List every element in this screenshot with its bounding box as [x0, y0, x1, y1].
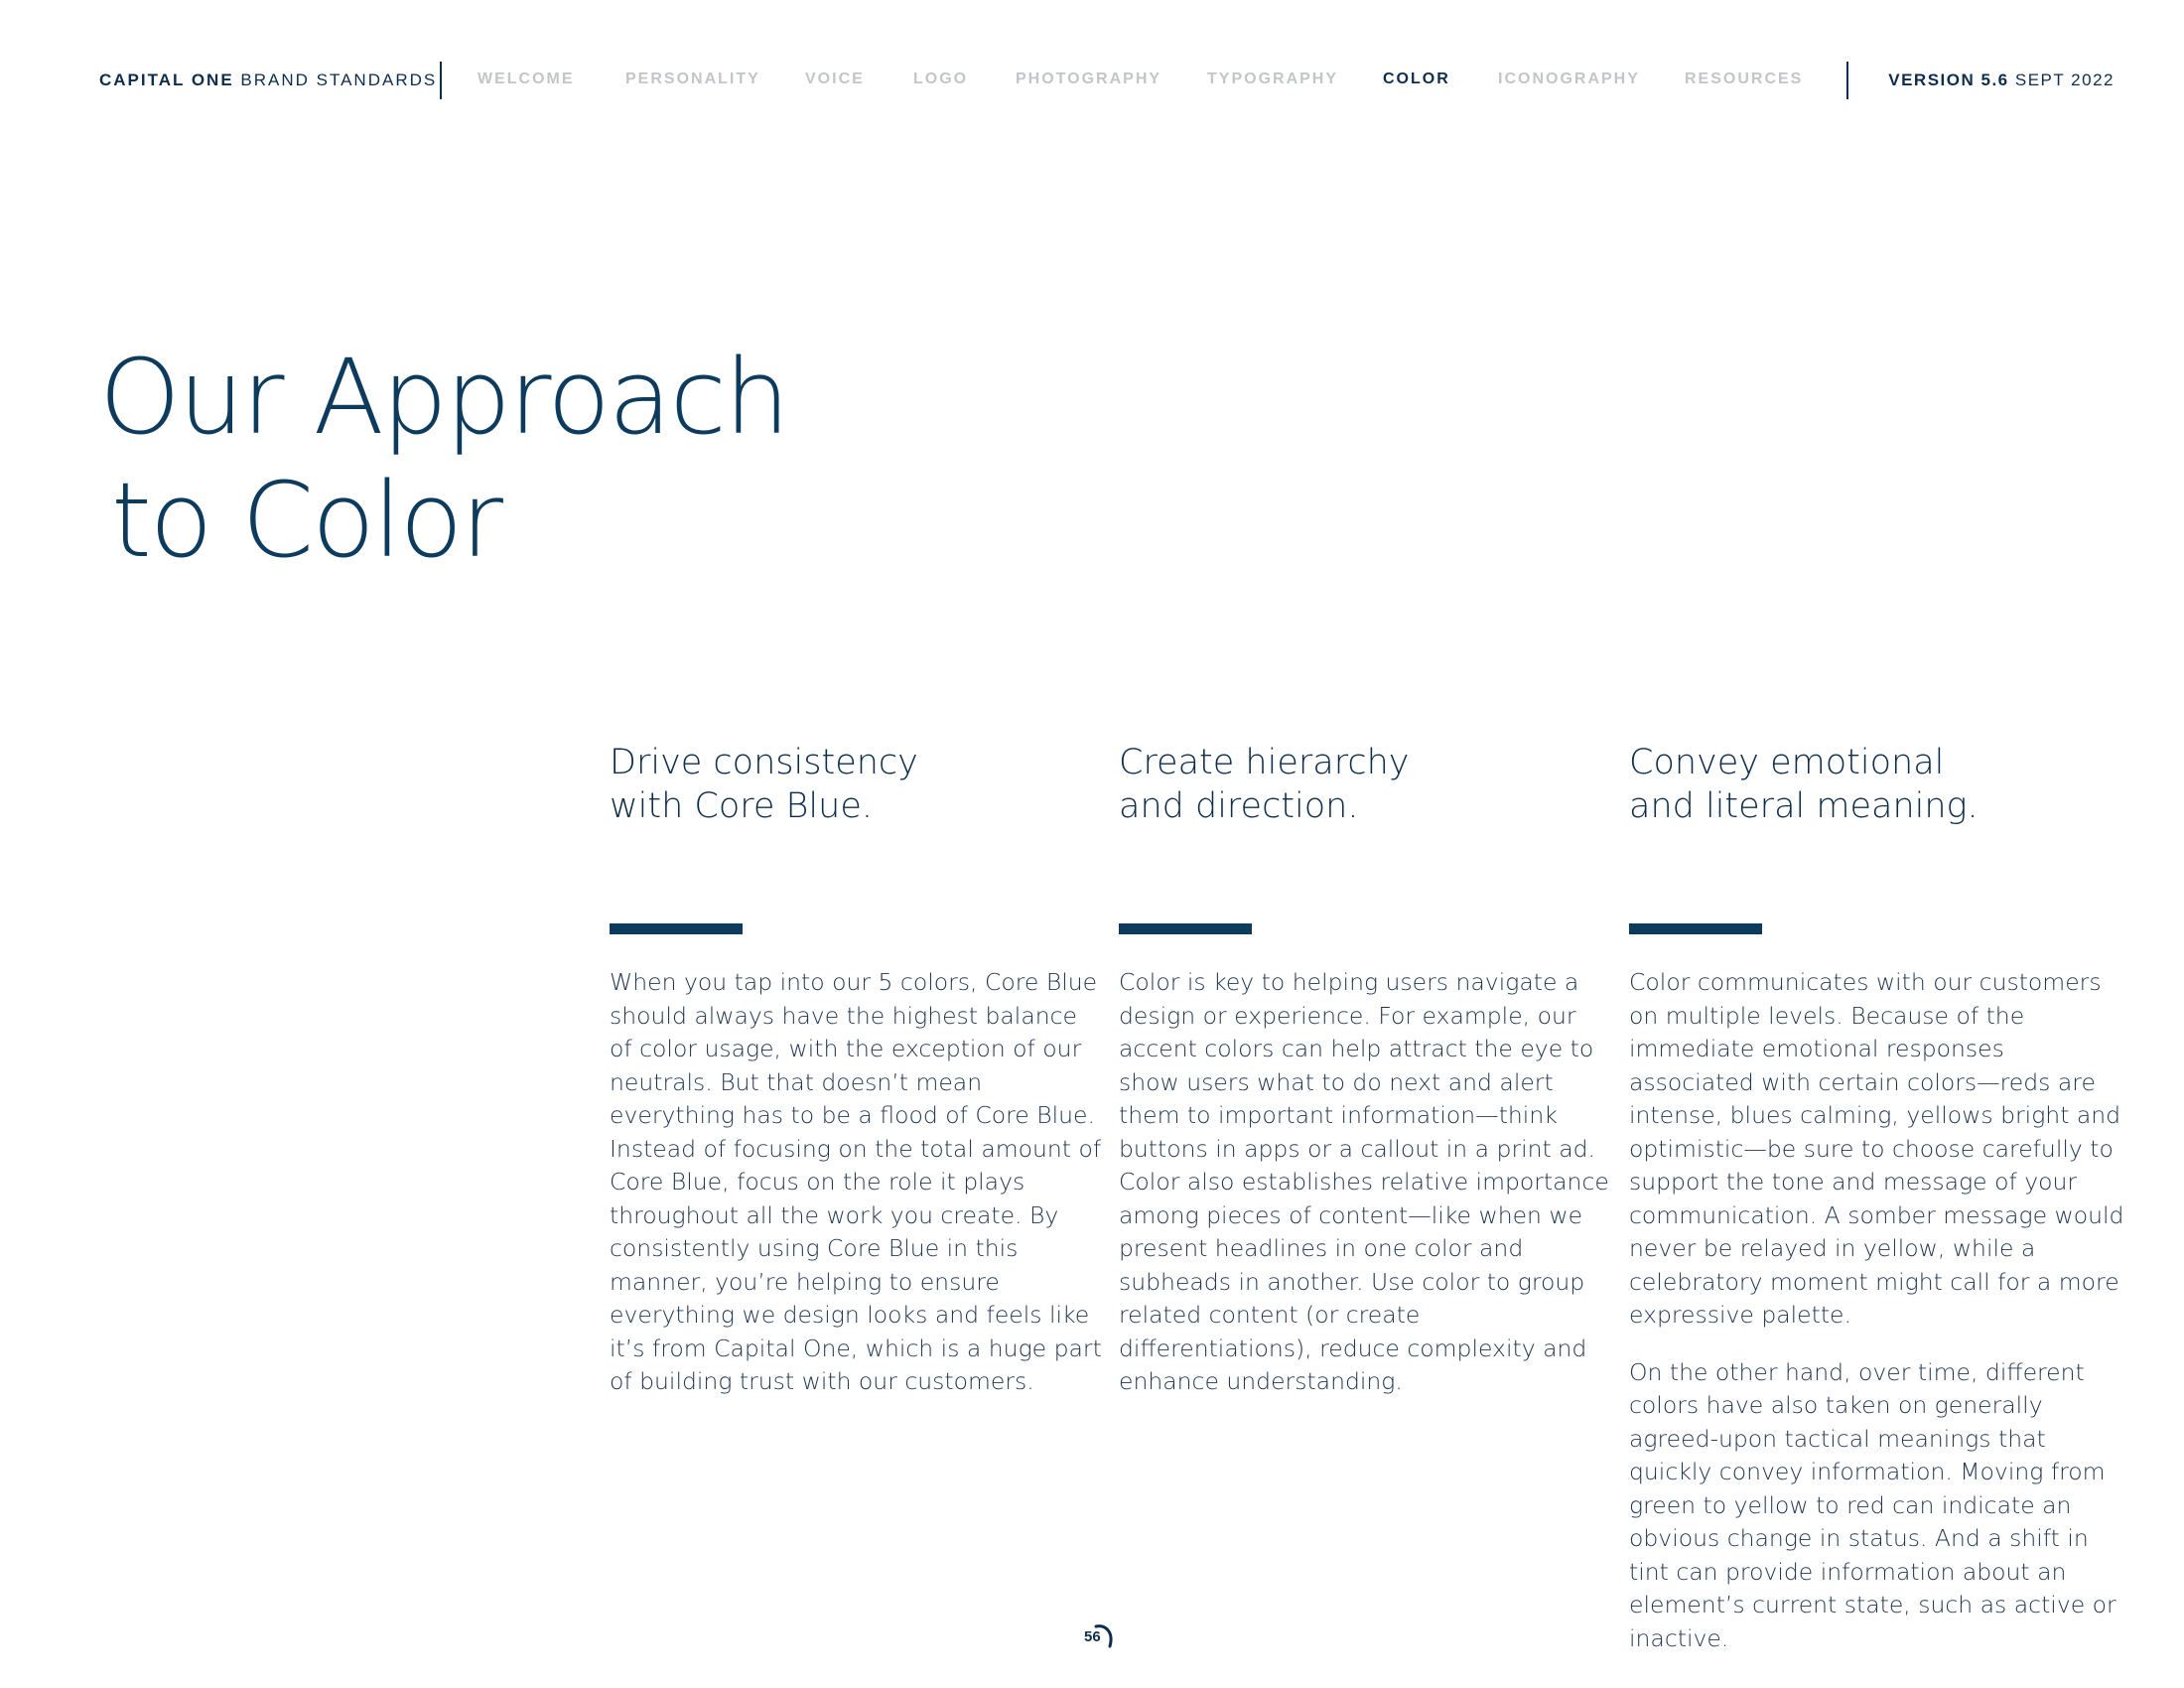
- accent-bar: [1119, 923, 1252, 934]
- column-consistency: [610, 741, 1102, 1395]
- body-paragraph: Color is key to helping users navigate a design or experience. For example, our accent colors can help attract the eye to show users what to do next and alert them to important information—think buttons in apps or a callout in a print ad. Color also establishes relative importance among pieces of content—like when we present headlines in one color and subheads in another. Use color to group related content (or create differentiations), reduce complexity and enhance understanding.: [1119, 968, 1609, 1395]
- column-body: [1119, 966, 1615, 1423]
- column-heading-line1: Convey emotional: [1629, 743, 1945, 782]
- column-heading: [1629, 741, 2096, 840]
- body-paragraph: When you tap into our 5 colors, Core Blue should always have the highest balance of color usage, with the exception of our neutrals. But that doesn’t mean everything has to be a flood of Core Blue. Instead of focusing on the total amount of Core Blue, focus on the role it plays throughout all the work you create. By consistently using Core Blue in this manner, you’re helping to ensure everything we design looks and feels like it’s from Capital One, which is a huge part of building trust with our customers.: [610, 968, 1102, 1395]
- page-title: [99, 336, 788, 582]
- accent-bar: [610, 923, 743, 934]
- column-heading-line1: Drive consistency: [610, 743, 918, 782]
- header-divider-left: [440, 62, 442, 99]
- nav-item-typography[interactable]: TYPOGRAPHY: [1207, 70, 1339, 87]
- swoosh-icon: [1092, 1622, 1116, 1650]
- page-title-line1: Our Approach: [99, 337, 788, 458]
- version-date: SEPT 2022: [2014, 70, 2115, 89]
- column-body: [610, 966, 1106, 1423]
- column-body: [1629, 966, 2125, 1679]
- nav-item-logo[interactable]: LOGO: [913, 70, 969, 87]
- column-heading-line1: Create hierarchy: [1119, 743, 1410, 782]
- nav-item-resources[interactable]: RESOURCES: [1685, 70, 1804, 87]
- body-paragraph: Color communicates with our customers on multiple levels. Because of the immediate emotional responses associated with certain colors—reds are intense, blues calming, yellows bright and optimistic—be sure to choose carefully to support the tone and message of your communication. A somber message would never be relayed in yellow, while a celebratory moment might call for a more expressive palette.: [1629, 968, 2124, 1329]
- column-heading-line2: and literal meaning.: [1629, 786, 1979, 826]
- page-title-line2: to Color: [111, 460, 501, 581]
- column-hierarchy: [1119, 741, 1609, 1395]
- nav-item-welcome[interactable]: WELCOME: [478, 70, 575, 87]
- version-number: VERSION 5.6: [1888, 70, 2009, 89]
- nav-item-voice[interactable]: VOICE: [805, 70, 865, 87]
- version-label: [1888, 70, 2115, 90]
- header-bar: [0, 0, 2184, 139]
- nav-item-personality[interactable]: PERSONALITY: [625, 70, 760, 87]
- brand-name: CAPITAL ONE: [99, 70, 234, 89]
- nav-item-color[interactable]: COLOR: [1383, 70, 1450, 87]
- column-heading-line2: with Core Blue.: [610, 786, 873, 826]
- column-meaning: [1629, 741, 2124, 1652]
- nav-item-photography[interactable]: PHOTOGRAPHY: [1016, 70, 1162, 87]
- brand-subtitle: BRAND STANDARDS: [240, 70, 438, 89]
- accent-bar: [1629, 923, 1762, 934]
- page-number: 56: [1084, 1628, 1101, 1645]
- body-paragraph: On the other hand, over time, different colors have also taken on generally agreed-upon tactical meanings that quickly convey information. Moving from green to yellow to red can indicate an obvious change in status. And a shift in tint can provide information about an element’s current state, such as active or inactive.: [1629, 1357, 2116, 1652]
- header-divider-right: [1846, 62, 1848, 99]
- nav-item-iconography[interactable]: ICONOGRAPHY: [1498, 70, 1640, 87]
- column-heading: [610, 741, 1076, 840]
- column-heading: [1119, 741, 1585, 840]
- brand-label: [99, 70, 437, 90]
- column-heading-line2: and direction.: [1119, 786, 1359, 826]
